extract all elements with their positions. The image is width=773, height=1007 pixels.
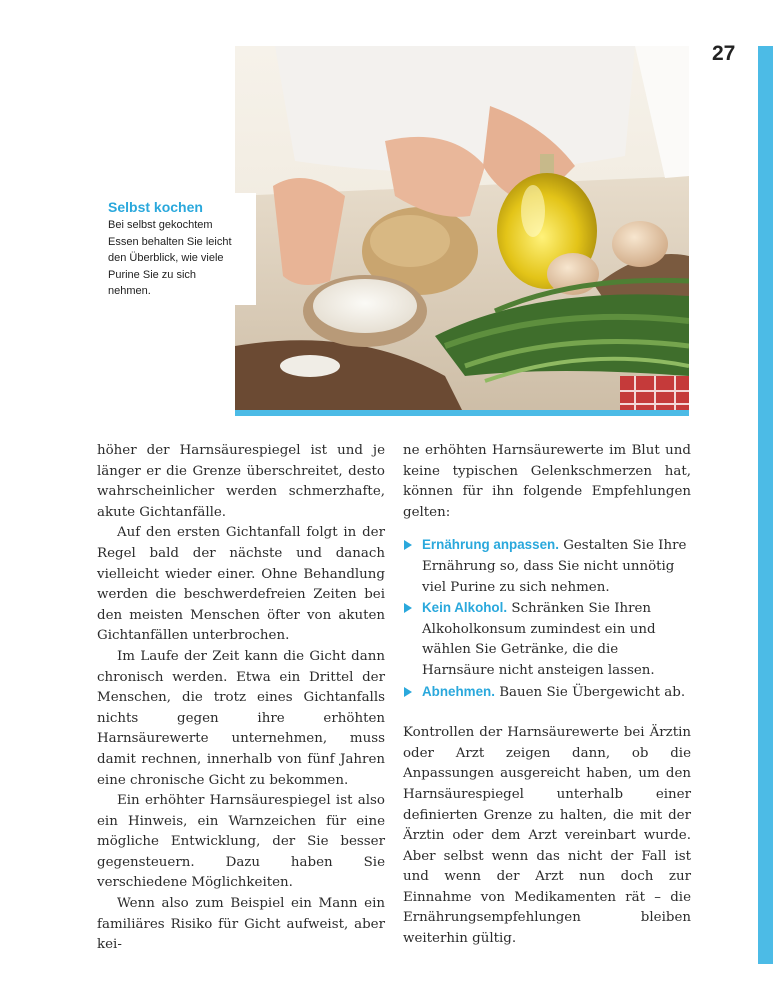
triangle-bullet-icon bbox=[404, 603, 412, 613]
caption-line: den Überblick, wie viele bbox=[108, 252, 224, 264]
paragraph: Auf den ersten Gichtanfall folgt in der Regel bald der nächste und danach vielleicht wieder einer. Ohne Behandlung werden die beschwerdefreien Zeiten bei den meisten Menschen öfter von akuten Gichtanfällen unterbrochen. bbox=[97, 525, 385, 644]
caption-line: Bei selbst gekochtem bbox=[108, 219, 213, 231]
recommendation-list bbox=[403, 535, 691, 703]
paragraph: höher der Harnsäurespiegel ist und je länger er die Grenze überschreitet, desto wahrscheinlicher werden schmerzhafte, akute Gichtanfälle. bbox=[97, 443, 385, 520]
cooking-photo bbox=[235, 46, 689, 416]
paragraph: ne erhöhten Harnsäurewerte im Blut und keine typischen Gelenkschmerzen hat, können für ihn folgende Empfehlungen gelten: bbox=[403, 443, 691, 520]
bullet-label: Kein Alkohol. bbox=[422, 600, 508, 616]
photo-caption bbox=[96, 193, 256, 305]
list-item bbox=[403, 535, 691, 598]
caption-text bbox=[108, 217, 256, 300]
right-text-column bbox=[403, 441, 691, 950]
caption-title: Selbst kochen bbox=[108, 199, 203, 215]
page-number: 27 bbox=[712, 42, 736, 65]
list-item bbox=[403, 598, 691, 681]
left-text-column bbox=[97, 441, 385, 956]
caption-line: nehmen. bbox=[108, 285, 151, 297]
bullet-text: Bauen Sie Übergewicht ab. bbox=[499, 684, 686, 700]
paragraph: Im Laufe der Zeit kann die Gicht dann chronisch werden. Etwa ein Drittel der Menschen, die trotz eines Gichtanfalls nichts gegen ihre erhöhten Harnsäurewerte unternehmen, muss damit rechnen, innerhalb von fünf Jahren eine chronische Gicht zu bekommen. bbox=[97, 648, 385, 788]
bullet-text: Schränken Sie Ihren Alkoholkonsum zumindest ein und wählen Sie Getränke, die die Harnsäure nicht ansteigen lassen. bbox=[422, 601, 656, 678]
list-item bbox=[403, 682, 691, 704]
paragraph: Kontrollen der Harnsäurewerte bei Ärztin oder Arzt zeigen dann, ob die Anpassungen ausgereicht haben, um den Harnsäurespiegel unterhalb einer definierten Grenze zu halten, die mit der Ärztin oder dem Arzt vereinbart wurde. Aber selbst wenn das nicht der Fall ist und wenn der Arzt nun doch zur Einnahme von Medikamenten rät – die Ernährungsempfehlungen bleiben weiterhin gültig. bbox=[403, 725, 691, 947]
paragraph: Wenn also zum Beispiel ein Mann ein familiäres Risiko für Gicht aufweist, aber kei- bbox=[97, 896, 385, 953]
triangle-bullet-icon bbox=[404, 540, 412, 550]
bullet-label: Ernährung anpassen. bbox=[422, 537, 559, 553]
paragraph: Ein erhöhter Harnsäurespiegel ist also ein Hinweis, ein Warnzeichen für eine mögliche Entwicklung, der Sie besser gegensteuern. Dazu haben Sie verschiedene Möglichkeiten. bbox=[97, 793, 385, 891]
side-accent-bar bbox=[758, 46, 773, 964]
caption-line: Purine Sie zu sich bbox=[108, 268, 197, 281]
bullet-label: Abnehmen. bbox=[422, 683, 495, 699]
bullet-text: Gestalten Sie Ihre Ernährung so, dass Sie nicht unnötig viel Purine zu sich nehmen. bbox=[422, 538, 687, 595]
caption-line: Essen behalten Sie leicht bbox=[108, 235, 232, 248]
triangle-bullet-icon bbox=[404, 687, 412, 697]
photo-accent-bar bbox=[235, 410, 689, 416]
